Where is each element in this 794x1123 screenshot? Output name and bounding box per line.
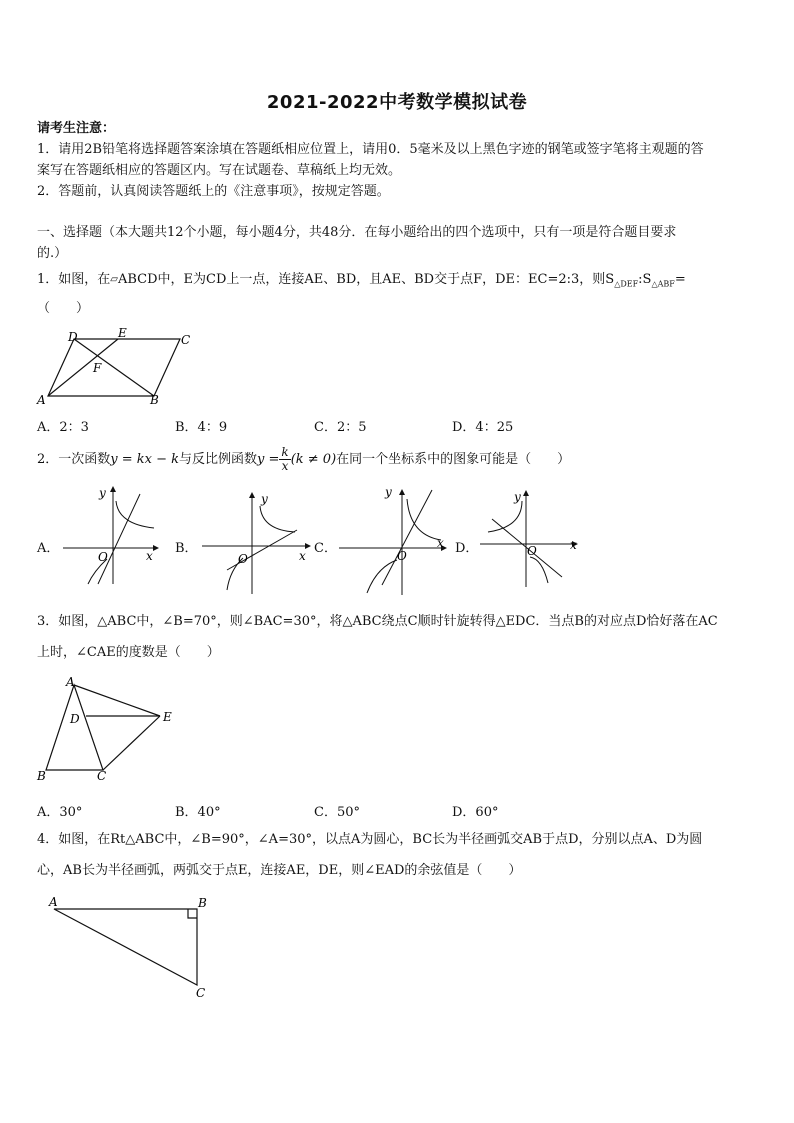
label-c: C [97, 769, 107, 783]
question-1-text [37, 270, 686, 295]
x-axis-label: x [299, 549, 306, 563]
y-axis-label: y [99, 486, 106, 500]
q3-triangle-figure [32, 674, 182, 788]
right-angle-mark [188, 909, 197, 918]
x-axis-label: x [570, 538, 577, 552]
q2-text-part-a: 2．一次函数 [37, 452, 111, 467]
linear-function: y = kx − k [110, 452, 180, 467]
q1-subscript-def: △DEF [614, 279, 639, 289]
notice-line-3: 2．答题前，认真阅读答题纸上的《注意事项》，按规定答题。 [37, 184, 390, 199]
origin-label: O [238, 552, 248, 566]
section-heading-line-1: 一、选择题（本大题共12个小题，每小题4分，共48分．在每小题给出的四个选项中，只有一项是符合题目要求 [37, 225, 677, 240]
question-4-line-1: 4．如图，在Rt△ABC中，∠B=90°，∠A=30°，以点A为圆心，BC长为半径画弧交AB于点D，分别以点A、D为圆 [37, 832, 703, 847]
fraction-denominator: x [281, 459, 289, 473]
q2-graph-c[interactable] [337, 485, 452, 597]
q3-option-d[interactable]: D．60° [452, 805, 499, 820]
q1-text-part-a: 1．如图，在 [37, 272, 111, 287]
fraction-numerator: k [281, 445, 289, 459]
label-c: C [196, 986, 206, 1000]
y-axis-label: y [514, 490, 521, 504]
parallelogram-symbol: ▱ [110, 274, 118, 285]
notice-line-1: 1．请用2B铅笔将选择题答案涂填在答题纸相应位置上，请用0．5毫米及以上黑色字迹的钢笔或签字笔将主观题的答 [37, 142, 704, 157]
q1-subscript-abf: △ABF [651, 279, 675, 289]
q1-equals: = [674, 272, 686, 287]
q1-option-c[interactable]: C．2：5 [314, 420, 367, 435]
q1-colon: :S [638, 272, 652, 287]
y-axis-label: y [261, 492, 268, 506]
q2-text-part-b: 与反比例函数 [179, 452, 258, 467]
origin-label: O [397, 549, 407, 563]
q1-parallelogram-figure [30, 326, 205, 408]
q2-option-a-label[interactable]: A． [37, 541, 60, 556]
q3-option-c[interactable]: C．50° [314, 805, 360, 820]
page-title: 2021-2022中考数学模拟试卷 [266, 92, 528, 113]
q2-option-b-label[interactable]: B． [175, 541, 198, 556]
inverse-function-lhs: y = [257, 452, 280, 467]
y-axis-label: y [385, 485, 392, 499]
notice-line-2: 案写在答题纸相应的答题区内。写在试题卷、草稿纸上均无效。 [37, 163, 402, 178]
question-3-line-2: 上时，∠CAE的度数是（ ） [37, 645, 220, 660]
label-d: D [68, 330, 78, 344]
q3-option-a[interactable]: A．30° [37, 805, 83, 820]
label-f: F [93, 361, 102, 375]
inverse-function-condition: (k ≠ 0) [290, 452, 337, 467]
segment-ae [48, 339, 118, 396]
label-b: B [198, 896, 207, 910]
label-a: A [49, 895, 58, 909]
origin-label: O [527, 544, 537, 558]
q1-option-b[interactable]: B．4：9 [175, 420, 228, 435]
inverse-function-fraction [279, 446, 290, 473]
q2-option-d-label[interactable]: D． [455, 541, 479, 556]
q1-text-part-b: ABCD中，E为CD上一点，连接AE、BD，且AE、BD交于点F，DE：EC=2:3，则S [117, 272, 615, 287]
segment-ae [74, 685, 160, 716]
segment-bd [74, 339, 154, 396]
triangle-abc [54, 909, 197, 985]
x-axis-label: x [146, 549, 153, 563]
q1-option-a[interactable]: A．2：3 [37, 420, 89, 435]
label-a: A [37, 393, 46, 407]
q1-option-d[interactable]: D．4：25 [452, 420, 514, 435]
label-e: E [118, 326, 127, 340]
section-heading-line-2: 的.） [37, 246, 68, 261]
question-4-line-2: 心，AB长为半径画弧，两弧交于点E，连接AE，DE，则∠EAD的余弦值是（ ） [37, 863, 522, 878]
label-c: C [181, 333, 191, 347]
q2-option-c-label[interactable]: C． [314, 541, 337, 556]
x-axis-label: x [437, 536, 444, 550]
question-1-paren: （ ） [37, 301, 90, 316]
notice-heading: 请考生注意： [37, 121, 116, 136]
q4-right-triangle-figure [40, 893, 220, 1003]
q2-graph-d[interactable] [478, 487, 586, 591]
label-b: B [150, 393, 159, 407]
triangle-abc [46, 685, 103, 770]
label-b: B [37, 769, 46, 783]
segment-ce [103, 716, 160, 770]
question-2-text [37, 443, 570, 477]
question-3-line-1: 3．如图，△ABC中，∠B=70°，则∠BAC=30°，将△ABC绕点C顺时针旋转得△EDC．当点B的对应点D恰好落在AC [37, 614, 718, 629]
label-a: A [66, 675, 75, 689]
q2-graph-a[interactable] [58, 484, 163, 589]
origin-label: O [98, 550, 108, 564]
label-e: E [163, 710, 172, 724]
q2-text-part-c: 在同一个坐标系中的图象可能是（ ） [336, 452, 571, 467]
q2-graph-b[interactable] [197, 490, 312, 598]
label-d: D [70, 712, 80, 726]
q3-option-b[interactable]: B．40° [175, 805, 221, 820]
